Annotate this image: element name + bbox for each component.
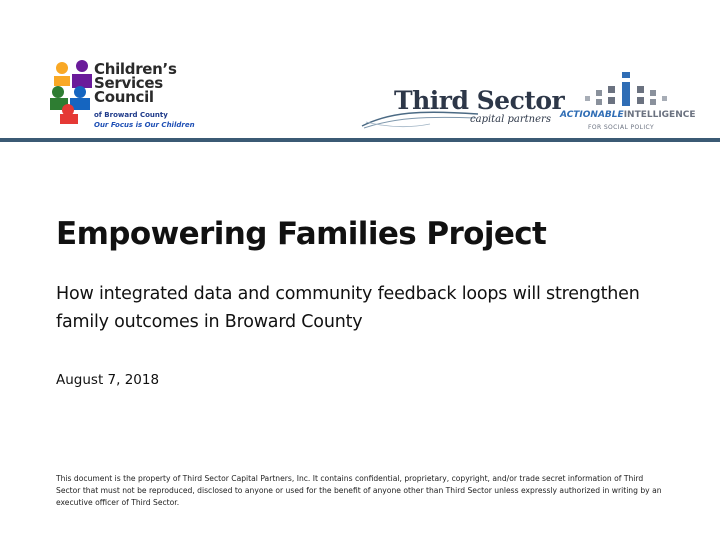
bar-grid-icon <box>580 72 680 106</box>
third-sector-logo <box>360 82 565 134</box>
confidentiality-disclaimer: This document is the property of Third Sector Capital Partners, Inc. It contains confidential, proprietary, copyright, and/or trade secret information of Third Sector that must not be reproduced, disclosed to anyone or used for the benefit of anyone other than Third Sector unless expressly authorized in writing by an executive officer of Third Sector. <box>56 474 662 507</box>
csc-name-line-2: Services <box>94 74 163 92</box>
actionable-intelligence-name <box>560 110 696 120</box>
csc-subtitle: of Broward County <box>94 111 168 119</box>
third-sector-subtitle: capital partners <box>470 114 551 125</box>
csc-tagline: Our Focus is Our Children <box>94 121 195 129</box>
third-sector-name: Third Sector <box>394 86 565 115</box>
csc-name-line-1: Children’s <box>94 60 177 78</box>
slide-subtitle: How integrated data and community feedback loops will strengthen family outcomes in Broward County <box>56 284 640 332</box>
puzzle-people-icon <box>48 58 98 128</box>
actionable-intelligence-subtitle: FOR SOCIAL POLICY <box>588 124 655 131</box>
csc-name <box>94 62 177 104</box>
ai-word-intelligence: INTELLIGENCE <box>623 110 696 120</box>
presentation-date: August 7, 2018 <box>56 372 160 388</box>
slide-title: Empowering Families Project <box>56 216 547 252</box>
ai-word-actionable: ACTIONABLE <box>560 110 624 120</box>
csc-logo <box>48 58 198 138</box>
header-divider <box>0 138 720 142</box>
actionable-intelligence-logo <box>560 72 696 136</box>
csc-name-line-3: Council <box>94 88 154 106</box>
